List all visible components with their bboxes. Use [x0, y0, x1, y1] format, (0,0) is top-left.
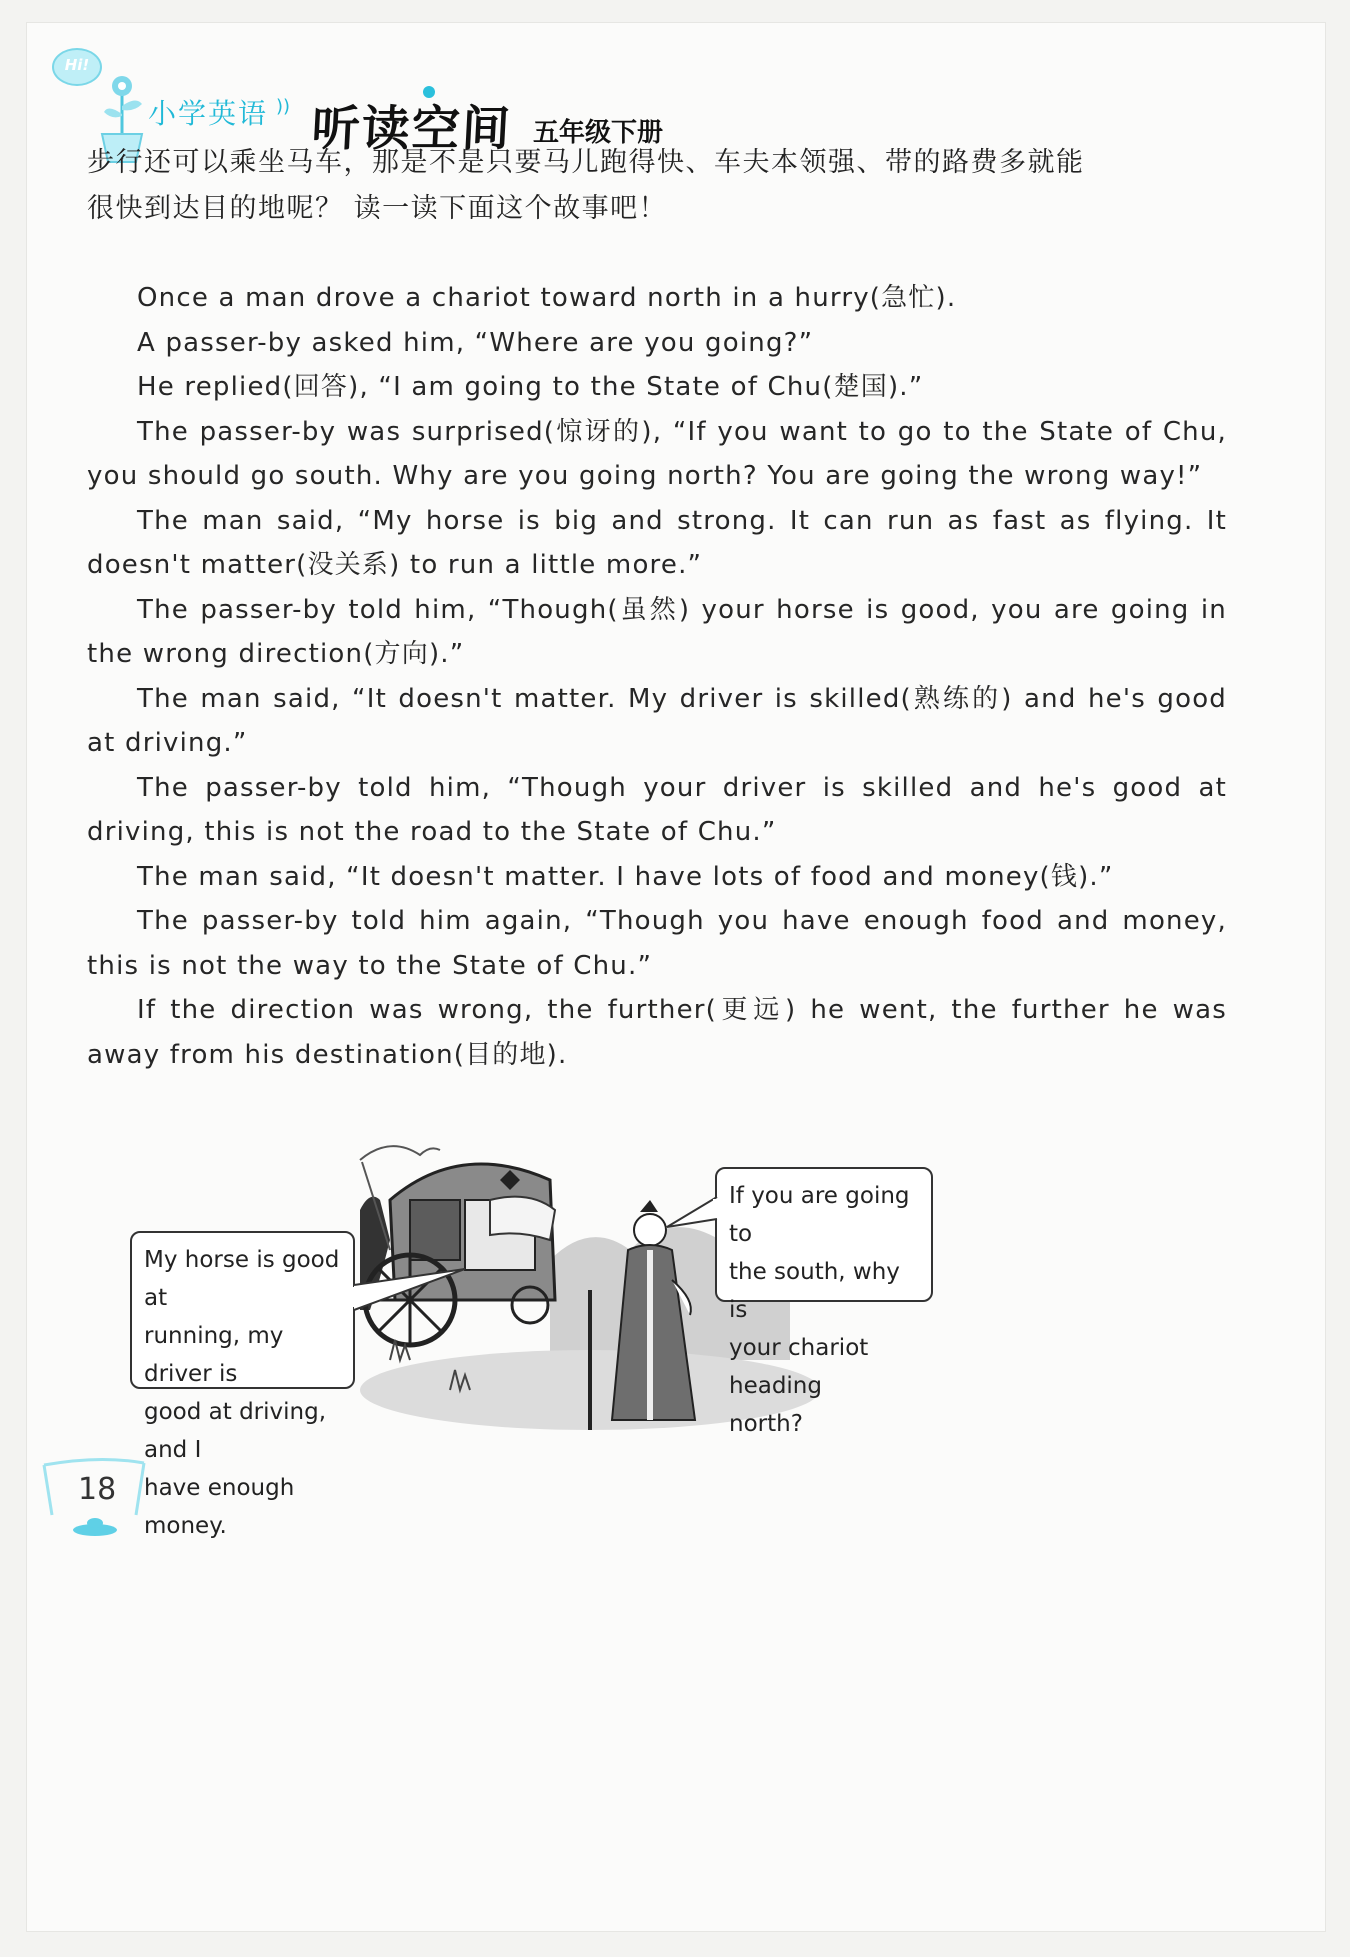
- speech-bubble-man: [130, 1231, 355, 1539]
- story-text: [87, 276, 1227, 1077]
- story-paragraph: The man said, “My horse is big and strong. It can run as fast as flying. It doesn't matter(没关系) to run a little more.”: [87, 505, 1227, 580]
- story-paragraph: The passer-by was surprised(惊讶的), “If you want to go to the State of Chu, you should go south. Why are you going north? You are going the wrong way!”: [87, 416, 1227, 491]
- story-paragraph: Once a man drove a chariot toward north in a hurry(急忙).: [137, 283, 957, 313]
- story-paragraph: The passer-by told him, “Though your driver is skilled and he's good at driving, this is not the road to the State of Chu.”: [87, 772, 1227, 847]
- bubble-line: the south, why is: [729, 1259, 900, 1323]
- story-paragraph: The passer-by told him again, “Though you have enough food and money, this is not the way to the State of Chu.”: [87, 906, 1227, 981]
- bubble-line: My horse is good at: [144, 1247, 340, 1311]
- bubble-line: have enough money.: [144, 1475, 295, 1539]
- brand-title: 听读空间: [310, 101, 514, 157]
- page-number: 18: [78, 1472, 117, 1507]
- brand-dot-icon: [423, 86, 435, 98]
- sound-wave-icon: )): [276, 96, 291, 117]
- intro-line: 步行还可以乘坐马车，那是不是只要马儿跑得快、车夫本领强、带的路费多就能: [87, 147, 1085, 178]
- story-paragraph: If the direction was wrong, the further(更远) he went, the further he was away from his destination(目的地).: [87, 995, 1227, 1070]
- speech-bubble-passer-by: [715, 1167, 933, 1437]
- story-paragraph: The man said, “It doesn't matter. My driver is skilled(熟练的) and he's good at driving.”: [87, 683, 1227, 758]
- hi-badge: Hi!: [52, 48, 102, 86]
- series-label: 小学英语: [148, 97, 269, 130]
- grade-label: 五年级下册: [533, 118, 664, 148]
- intro-text: [87, 140, 1227, 232]
- bubble-line: If you are going to: [729, 1183, 910, 1247]
- story-paragraph: The man said, “It doesn't matter. I have lots of food and money(钱).”: [137, 861, 1114, 892]
- bubble-line: your chariot heading: [729, 1335, 869, 1399]
- story-paragraph: A passer-by asked him, “Where are you going?”: [137, 327, 814, 358]
- speech-tail-right: [665, 1195, 720, 1235]
- bubble-line: north?: [729, 1411, 803, 1437]
- intro-line: 很快到达目的地呢？ 读一读下面这个故事吧！: [87, 193, 668, 224]
- story-paragraph: The passer-by told him, “Though(虽然) your horse is good, you are going in the wrong direction(方向).”: [87, 594, 1227, 669]
- bubble-line: running, my driver is: [144, 1323, 284, 1387]
- story-paragraph: He replied(回答), “I am going to the State of Chu(楚国).”: [137, 372, 924, 402]
- bubble-line: good at driving, and I: [144, 1399, 327, 1463]
- speech-tail-left: [350, 1265, 470, 1325]
